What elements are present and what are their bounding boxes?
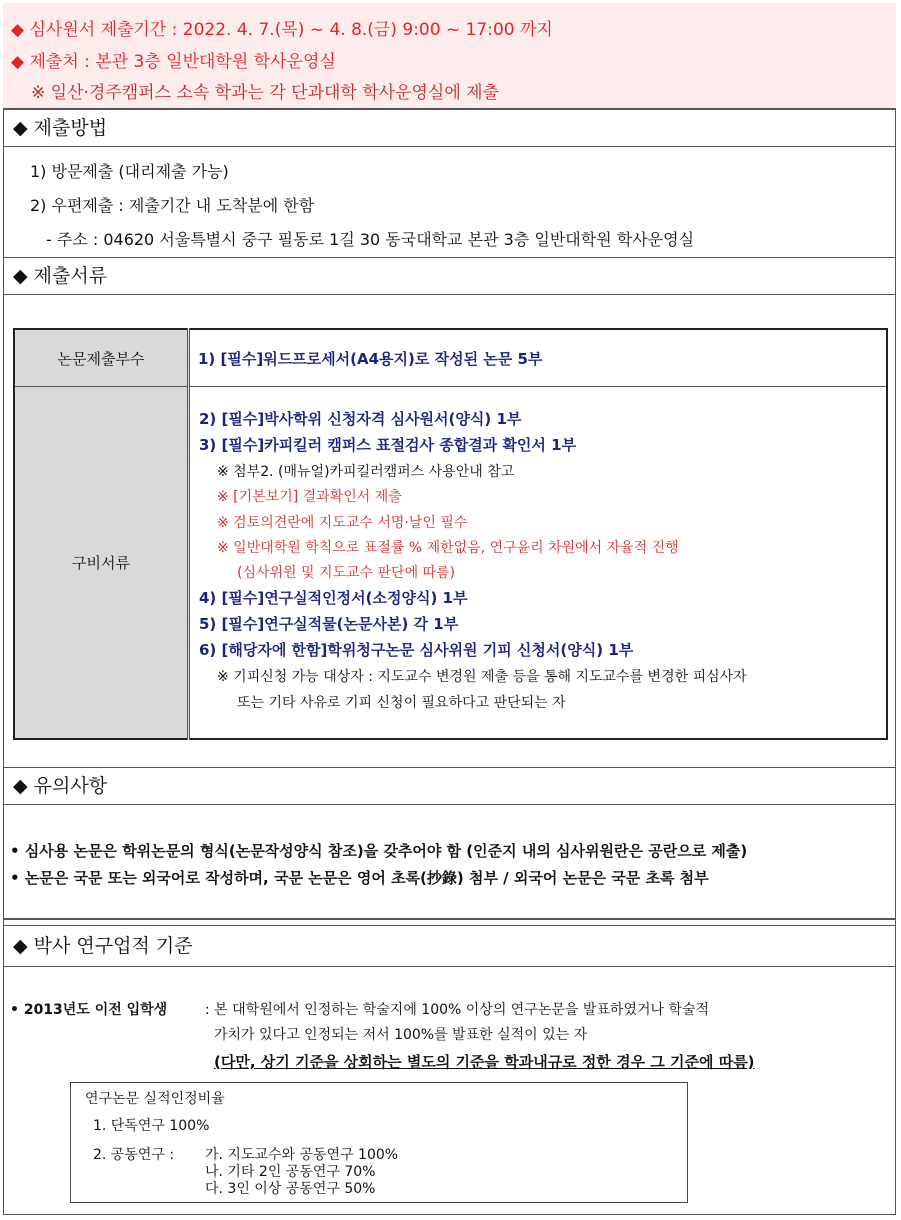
- criteria-note: (다만, 상기 기준을 상회하는 별도의 기준을 학과내규로 정한 경우 그 기준에 따름): [214, 1053, 755, 1071]
- doc-note: ※ 검토의견란에 지도교수 서명·날인 필수: [217, 515, 468, 531]
- ratio-label: 2. 공동연구 :: [93, 1147, 175, 1163]
- notice-box: [3, 3, 896, 109]
- doc-item: 3) [필수]카피킬러 캠퍼스 표절검사 종합결과 확인서 1부: [199, 436, 577, 454]
- notice-place: ◆ 제출처 : 본관 3층 일반대학원 학사운영실: [11, 52, 336, 72]
- doc-note: ※ 첨부2. (매뉴얼)카피킬러캠퍼스 사용안내 참고: [217, 464, 515, 480]
- table-row: [14, 329, 887, 387]
- row-label: 논문제출부수: [14, 329, 189, 387]
- ratio-title: 연구논문 실적인정비율: [85, 1091, 225, 1107]
- doc-item: 6) [해당자에 한함]학위청구논문 심사위원 기피 신청서(양식) 1부: [199, 641, 634, 659]
- caution-item: • 논문은 국문 또는 외국어로 작성하며, 국문 논문은 영어 초록(抄錄) 첨부 / 외국어 논문은 국문 초록 첨부: [10, 869, 709, 887]
- method-item: 1) 방문제출 (대리제출 가능): [30, 162, 229, 181]
- ratio-subitem: 나. 기타 2인 공동연구 70%: [205, 1164, 376, 1180]
- row-value: 1) [필수]워드프로세서(A4용지)로 작성된 논문 5부: [189, 329, 888, 387]
- row-value: [189, 387, 888, 740]
- doc-item: 5) [필수]연구실적물(논문사본) 각 1부: [199, 615, 459, 633]
- table-row: [14, 387, 887, 740]
- ratio-box: [70, 1082, 688, 1203]
- cautions-header: ◆ 유의사항: [3, 767, 896, 805]
- doc-note: ※ 일반대학원 학칙으로 표절률 % 제한없음, 연구윤리 차원에서 자율적 진행: [217, 540, 679, 556]
- criteria-text: : 본 대학원에서 인정하는 학술지에 100% 이상의 연구논문을 발표하였거나 학술적: [205, 1002, 710, 1018]
- method-header: ◆ 제출방법: [3, 109, 896, 147]
- notice-campus: ※ 일산·경주캠퍼스 소속 학과는 각 단과대학 학사운영실에 제출: [31, 83, 500, 103]
- criteria-header: ◆ 박사 연구업적 기준: [3, 925, 896, 967]
- divider: [3, 918, 896, 920]
- ratio-subitem: 다. 3인 이상 공동연구 50%: [205, 1181, 376, 1197]
- caution-item: • 심사용 논문은 학위논문의 형식(논문작성양식 참조)을 갖추어야 함 (인준지 내의 심사위원란은 공란으로 제출): [10, 842, 748, 860]
- ratio-subitem: 가. 지도교수와 공동연구 100%: [205, 1147, 399, 1163]
- doc-note: 또는 기타 사유로 기피 신청이 필요하다고 판단되는 자: [237, 695, 566, 711]
- doc-item: 4) [필수]연구실적인정서(소정양식) 1부: [199, 589, 468, 607]
- criteria-bullet: • 2013년도 이전 입학생: [10, 1002, 168, 1018]
- ratio-item: 1. 단독연구 100%: [93, 1118, 210, 1134]
- doc-note: (심사위원 및 지도교수 판단에 따름): [237, 565, 456, 581]
- documents-header: ◆ 제출서류: [3, 257, 896, 295]
- method-item: 2) 우편제출 : 제출기간 내 도착분에 한함: [30, 196, 315, 215]
- doc-note: ※ 기피신청 가능 대상자 : 지도교수 변경원 제출 등을 통해 지도교수를 변경한 피심사자: [217, 669, 747, 685]
- row-label: 구비서류: [14, 387, 189, 740]
- documents-table: [13, 328, 888, 740]
- doc-item: 2) [필수]박사학위 신청자격 심사원서(양식) 1부: [199, 410, 522, 428]
- notice-period: ◆ 심사원서 제출기간 : 2022. 4. 7.(목) ~ 4. 8.(금) 9:00 ~ 17:00 까지: [11, 20, 553, 40]
- criteria-text: 가치가 있다고 인정되는 저서 100%를 발표한 실적이 있는 자: [214, 1027, 588, 1043]
- doc-note: ※ [기본보기] 결과확인서 제출: [217, 489, 402, 505]
- method-address: - 주소 : 04620 서울특별시 중구 필동로 1길 30 동국대학교 본관 3층 일반대학원 학사운영실: [46, 230, 695, 249]
